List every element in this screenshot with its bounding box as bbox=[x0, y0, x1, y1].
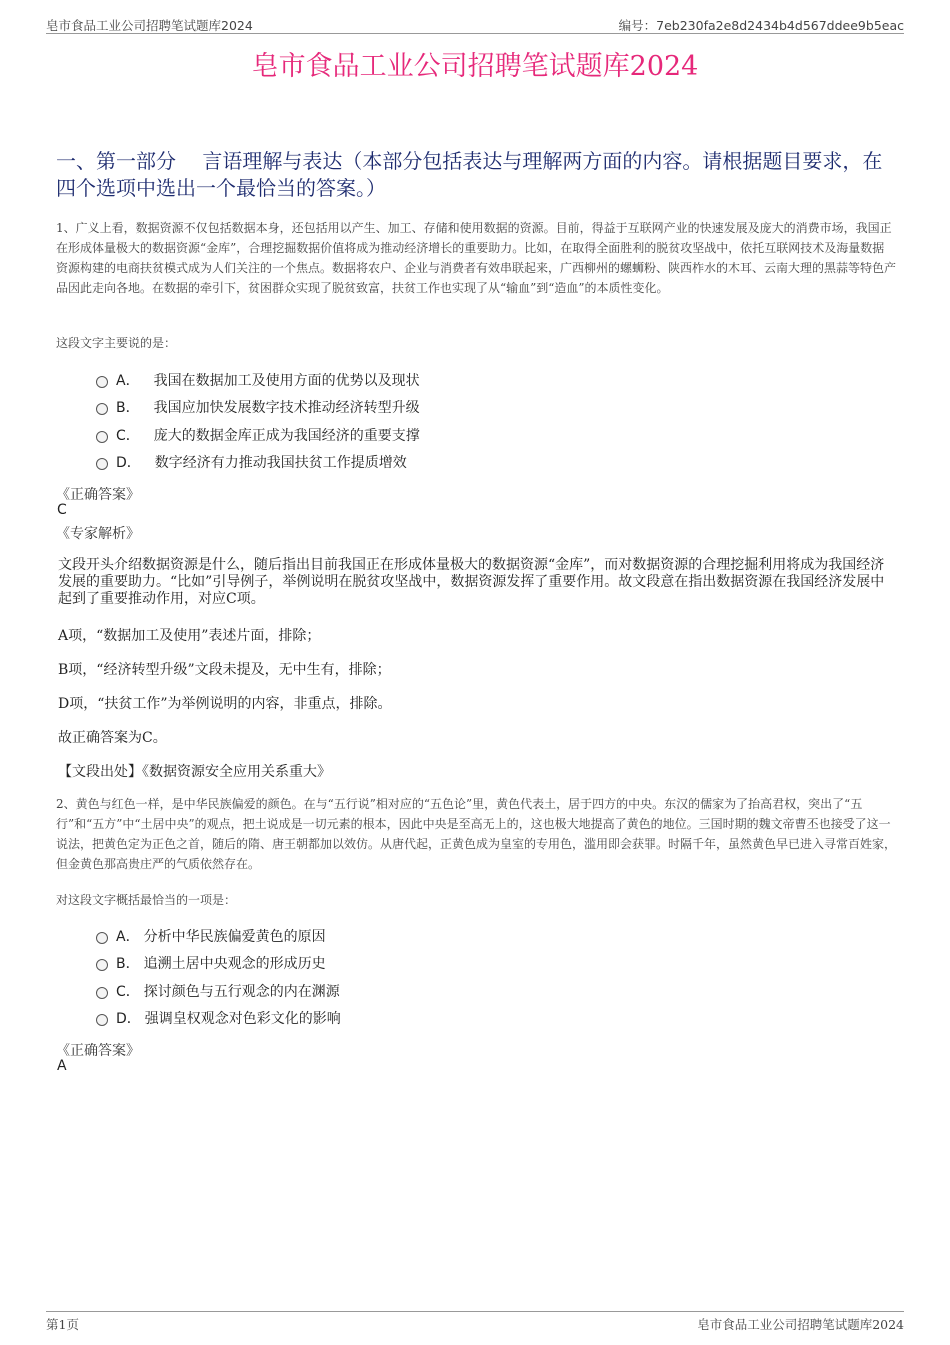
page-footer bbox=[46, 1311, 904, 1331]
radio-icon[interactable] bbox=[96, 959, 108, 971]
option-b[interactable]: B． 追溯土居中央观念的形成历史 bbox=[96, 950, 856, 978]
option-text: 数字经济有力推动我国扶贫工作提质增效 bbox=[154, 455, 407, 472]
radio-icon[interactable] bbox=[96, 376, 108, 388]
radio-icon[interactable] bbox=[96, 987, 108, 999]
analysis-conclusion: 故正确答案为C。 bbox=[58, 730, 167, 746]
radio-icon[interactable] bbox=[96, 932, 108, 944]
radio-icon[interactable] bbox=[96, 458, 108, 470]
question-1-prompt: 这段文字主要说的是： bbox=[56, 336, 177, 350]
option-text: 我国在数据加工及使用方面的优势以及现状 bbox=[153, 372, 420, 389]
option-d[interactable]: D． 数字经济有力推动我国扶贫工作提质增效 bbox=[96, 449, 856, 477]
question-2-prompt: 对这段文字概括最恰当的一项是： bbox=[56, 893, 237, 907]
radio-icon[interactable] bbox=[96, 431, 108, 443]
question-2-text: 2、黄色与红色一样，是中华民族偏爱的颜色。在与“五行说”相对应的“五色论”里，黄色代表土，居于四方的中央。东汉的儒家为了抬高君权，突出了“五行”和“五方”中“土居中央”的观点，把土说成是一切元素的根本，因此中央是至高无上的，这也极大地提高了黄色的地位。三国时期的魏文帝曹丕也接受了这一说法，把黄色定为正色之首，随后的隋、唐王朝都加以效仿。从唐代起，正黄色成为皇室的专用色，滥用即会获罪。时隔千年，虽然黄色早已进入寻常百姓家，但金黄色那高贵庄严的气质依然存在。 bbox=[56, 797, 897, 871]
option-text: 探讨颜色与五行观念的内在渊源 bbox=[143, 983, 340, 1000]
analysis-paragraph: 文段开头介绍数据资源是什么，随后指出目前我国正在形成体量极大的数据资源“金库”，而对数据资源的合理挖掘利用将成为我国经济发展的重要助力。“比如”引导例子，举例说明在脱贫攻坚战中，数据资源发挥了重要作用。故文段意在指出数据资源在我国经济发展中起到了重要推动作用，对应C项。 bbox=[58, 557, 885, 607]
answer-label: 《正确答案》 bbox=[56, 487, 140, 503]
answer-label: 《正确答案》 bbox=[56, 1043, 140, 1059]
page-title: 皂市食品工业公司招聘笔试题库2024 bbox=[251, 51, 699, 82]
header-doc-id: 编号：7eb230fa2e8d2434b4d567ddee9b5eac bbox=[618, 18, 904, 33]
section-heading: 一、第一部分 言语理解与表达（本部分包括表达与理解两方面的内容。请根据题目要求，在四个选项中选出一个最恰当的答案。） bbox=[56, 149, 883, 200]
analysis-label: 《专家解析》 bbox=[56, 526, 140, 542]
option-d[interactable]: D． 强调皇权观念对色彩文化的影响 bbox=[96, 1005, 856, 1033]
option-text: 分析中华民族偏爱黄色的原因 bbox=[143, 928, 326, 945]
option-text: 强调皇权观念对色彩文化的影响 bbox=[144, 1011, 341, 1028]
header-doc-title: 皂市食品工业公司招聘笔试题库2024 bbox=[46, 18, 253, 33]
option-text: 我国应加快发展数字技术推动经济转型升级 bbox=[153, 400, 420, 417]
option-text: 追溯土居中央观念的形成历史 bbox=[143, 956, 326, 973]
option-text: 庞大的数据金库正成为我国经济的重要支撑 bbox=[153, 427, 420, 444]
analysis-line: A项，“数据加工及使用”表述片面，排除； bbox=[58, 628, 321, 644]
answer-value: C bbox=[57, 502, 67, 518]
page-header bbox=[46, 14, 904, 34]
analysis-line: B项，“经济转型升级”文段未提及，无中生有，排除； bbox=[58, 662, 391, 678]
option-c[interactable]: C． 庞大的数据金库正成为我国经济的重要支撑 bbox=[96, 421, 856, 449]
option-a[interactable]: A． 分析中华民族偏爱黄色的原因 bbox=[96, 922, 856, 950]
radio-icon[interactable] bbox=[96, 1014, 108, 1026]
option-a[interactable]: A． 我国在数据加工及使用方面的优势以及现状 bbox=[96, 366, 856, 394]
radio-icon[interactable] bbox=[96, 403, 108, 415]
option-b[interactable]: B． 我国应加快发展数字技术推动经济转型升级 bbox=[96, 394, 856, 422]
page-number: 第1页 bbox=[46, 1317, 79, 1332]
question-2-options bbox=[96, 922, 856, 1032]
option-c[interactable]: C． 探讨颜色与五行观念的内在渊源 bbox=[96, 977, 856, 1005]
answer-value: A bbox=[57, 1058, 67, 1074]
source-citation: 【文段出处】《数据资源安全应用关系重大》 bbox=[58, 764, 331, 780]
analysis-line: D项，“扶贫工作”为举例说明的内容，非重点，排除。 bbox=[58, 696, 392, 712]
question-1-options bbox=[96, 366, 856, 476]
footer-doc-title: 皂市食品工业公司招聘笔试题库2024 bbox=[697, 1317, 904, 1332]
question-1-text: 1、广义上看，数据资源不仅包括数据本身，还包括用以产生、加工、存储和使用数据的资源。目前，得益于互联网产业的快速发展及庞大的消费市场，我国正在形成体量极大的数据资源“金库”，合理挖掘数据价值将成为推动经济增长的重要助力。比如，在取得全面胜利的脱贫攻坚战中，依托互联网技术及海量数据资源构建的电商扶贫模式成为人们关注的一个焦点。数据将农户、企业与消费者有效串联起来，广西柳州的螺蛳粉、陕西柞水的木耳、云南大理的黑蒜等特色产品因此走向各地。在数据的牵引下，贫困群众实现了脱贫致富，扶贫工作也实现了从“输血”到“造血”的本质性变化。 bbox=[56, 221, 897, 295]
